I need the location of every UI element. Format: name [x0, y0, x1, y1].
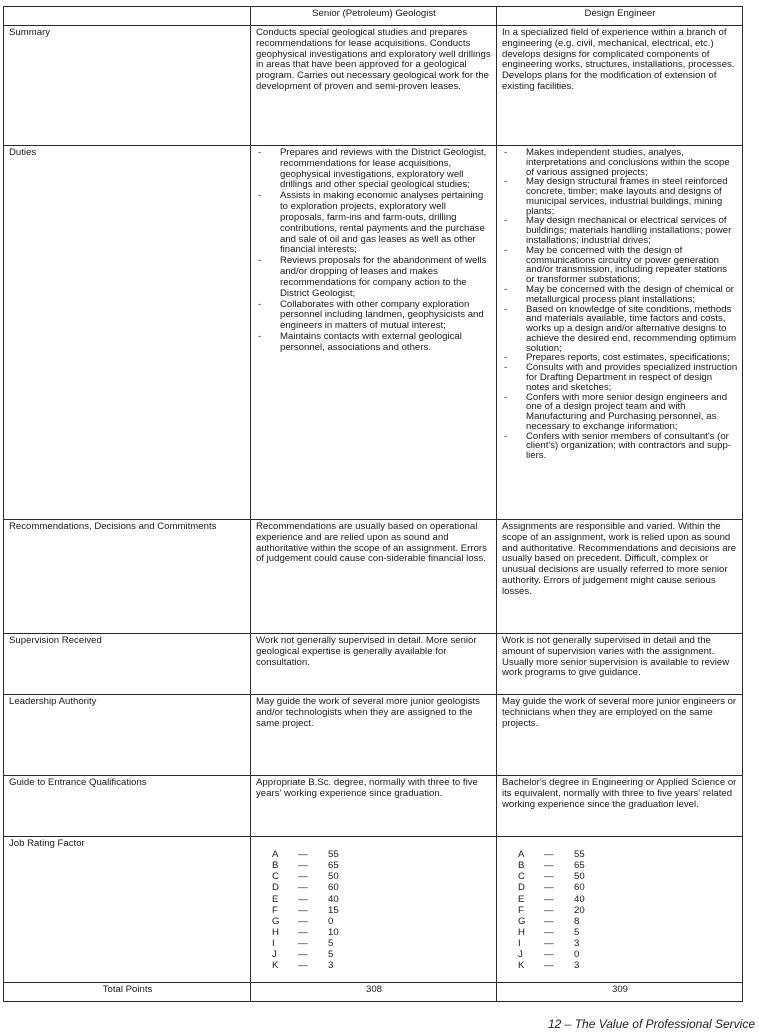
qualifications-geologist: Appropriate B.Sc. degree, normally with three to five years' working experience since graduation.	[251, 776, 497, 837]
rating-value: 0	[574, 949, 580, 961]
duty-item: - May be concerned with the design of communications circuitry or power generation and/or transmission, including repeater stations or transformer substations;	[502, 246, 738, 285]
rating-dash: —	[298, 849, 308, 860]
header-engineer: Design Engineer	[497, 7, 743, 26]
rating-value: 55	[328, 849, 339, 860]
rating-value: 50	[328, 871, 339, 883]
rating-row	[272, 927, 358, 938]
rating-dash: —	[544, 926, 554, 938]
summary-geologist: Conducts special geological studies and prepares recommendations for lease acquisitions. Conducts geophysical investigations and exploratory well drillings in areas that have been approved for a geological program. Carries out necessary geological work for the development of proven and semi-proven leases.	[251, 26, 497, 146]
rating-dash: —	[544, 904, 554, 916]
rating-letter: C	[272, 871, 279, 883]
rating-letter: K	[518, 960, 525, 972]
rating-dash: —	[298, 871, 308, 883]
duty-item: - Based on knowledge of site conditions, methods and materials available, time factors and costs, works up a design and/or alternative designs to achieve the desired end, recommending optimum solution;	[502, 305, 738, 354]
rating-letter: J	[272, 949, 277, 961]
rating-value: 40	[328, 893, 339, 905]
rating-letter: I	[272, 938, 275, 949]
rating-dash: —	[544, 882, 554, 894]
rating-letter: G	[272, 915, 280, 927]
rating-dash: —	[544, 893, 554, 905]
rating-dash: —	[298, 904, 308, 916]
duty-item: - May design structural frames in steel reinforced concrete, timber; make layouts and designs of municipal services, industrial buildings, mining plants;	[502, 177, 738, 216]
duties-geologist-list	[256, 148, 492, 354]
row-label-total: Total Points	[4, 983, 251, 1002]
job-comparison-table	[3, 6, 743, 1002]
rating-engineer-list	[518, 849, 604, 971]
recommendations-geologist: Recommendations are usually based on operational experience and are relied upon as sound and authoritative within the scope of an assignment. Errors of judgement could cause con-siderable financial loss.	[251, 520, 497, 634]
rating-value: 65	[328, 860, 339, 872]
rating-dash: —	[298, 860, 308, 872]
row-label-recommendations: Recommendations, Decisions and Commitments	[4, 520, 251, 634]
rating-value: 0	[328, 915, 334, 927]
rating-dash: —	[544, 915, 554, 927]
rating-row	[272, 894, 358, 905]
duties-engineer-list	[502, 148, 738, 461]
rating-dash: —	[298, 926, 308, 938]
rating-letter: A	[272, 849, 279, 860]
row-leadership	[4, 695, 743, 776]
rating-dash: —	[544, 860, 554, 872]
rating-dash: —	[544, 960, 554, 972]
rating-dash: —	[544, 871, 554, 883]
rating-engineer	[497, 837, 743, 983]
rating-value: 20	[574, 904, 585, 916]
rating-value: 40	[574, 893, 585, 905]
row-label-summary: Summary	[4, 26, 251, 146]
rating-row	[518, 905, 604, 916]
rating-dash: —	[298, 893, 308, 905]
row-label-leadership: Leadership Authority	[4, 695, 251, 776]
duties-geologist	[251, 146, 497, 520]
rating-dash: —	[298, 960, 308, 972]
rating-value: 3	[574, 938, 580, 949]
rating-letter: K	[272, 960, 279, 972]
rating-value: 10	[328, 926, 339, 938]
rating-row	[272, 882, 358, 893]
rating-dash: —	[298, 949, 308, 961]
rating-dash: —	[298, 938, 308, 949]
rating-value: 50	[574, 871, 585, 883]
rating-value: 5	[328, 949, 334, 961]
rating-value: 5	[574, 926, 580, 938]
rating-letter: J	[518, 949, 523, 961]
header-row	[4, 7, 743, 26]
rating-dash: —	[544, 949, 554, 961]
rating-row	[518, 938, 604, 949]
rating-row	[518, 871, 604, 882]
rating-value: 3	[328, 960, 334, 972]
rating-geologist-list	[272, 849, 358, 971]
page-footer: 12 – The Value of Professional Service	[548, 1017, 756, 1031]
rating-letter: H	[518, 926, 525, 938]
rating-dash: —	[298, 882, 308, 894]
supervision-engineer: Work is not generally supervised in detail and the amount of supervision varies with the assignment. Usually more senior supervision is available to review work programs to give guidance.	[497, 634, 743, 695]
duty-item: - May design mechanical or electrical services of buildings; materials handling installations; power installations; industrial drives;	[502, 216, 738, 245]
row-label-qualifications: Guide to Entrance Qualifications	[4, 776, 251, 837]
rating-letter: B	[272, 860, 279, 872]
rating-letter: D	[272, 882, 279, 894]
rating-letter: D	[518, 882, 525, 894]
row-rating	[4, 837, 743, 983]
qualifications-engineer: Bachelor's degree in Engineering or Applied Science or its equivalent, normally with three to five years' related working experience since the graduation level.	[497, 776, 743, 837]
rating-row	[272, 905, 358, 916]
rating-dash: —	[544, 938, 554, 949]
row-duties	[4, 146, 743, 520]
rating-row	[272, 916, 358, 927]
duty-item: - Prepares reports, cost estimates, specifications;	[502, 353, 738, 363]
rating-value: 3	[574, 960, 580, 972]
rating-value: 55	[574, 849, 585, 860]
header-geologist: Senior (Petroleum) Geologist	[251, 7, 497, 26]
leadership-geologist: May guide the work of several more junior geologists and/or technologists when they are assigned to the same project.	[251, 695, 497, 776]
rating-row	[272, 860, 358, 871]
rating-row	[272, 949, 358, 960]
rating-row	[518, 960, 604, 971]
rating-value: 65	[574, 860, 585, 872]
row-label-rating: Job Rating Factor	[4, 837, 251, 983]
rating-row	[518, 882, 604, 893]
rating-row	[272, 849, 358, 860]
row-qualifications	[4, 776, 743, 837]
rating-letter: C	[518, 871, 525, 883]
duty-item: - Collaborates with other company exploration personnel including landmen, geophysicists and engineers in matters of mutual interest;	[256, 300, 492, 332]
leadership-engineer: May guide the work of several more junior engineers or technicians when they are employed on the same projects.	[497, 695, 743, 776]
rating-dash: —	[298, 915, 308, 927]
rating-row	[272, 871, 358, 882]
row-supervision	[4, 634, 743, 695]
rating-value: 60	[328, 882, 339, 894]
duty-item: - Reviews proposals for the abandonment of wells and/or dropping of leases and makes recommendations for company action to the District Geologist;	[256, 256, 492, 299]
rating-letter: I	[518, 938, 521, 949]
rating-row	[518, 894, 604, 905]
duty-item: - Confers with more senior design engineers and one of a design project team and with Manufacturing and Purchasing personnel, as necessary to exchange information;	[502, 393, 738, 432]
rating-value: 5	[328, 938, 334, 949]
rating-letter: E	[272, 893, 279, 905]
duty-item: - Confers with senior members of consultant's (or client's) organization; with contractors and supp-liers.	[502, 432, 738, 461]
rating-row	[518, 927, 604, 938]
rating-row	[518, 916, 604, 927]
row-label-duties: Duties	[4, 146, 251, 520]
rating-row	[518, 860, 604, 871]
rating-letter: F	[272, 904, 278, 916]
rating-letter: F	[518, 904, 524, 916]
duty-item: - Assists in making economic analyses pertaining to exploration projects, exploratory well proposals, farm-ins and farm-outs, drilling contributions, rental payments and the purchase and sale of oil and gas leases as well as other financial interests;	[256, 191, 492, 256]
rating-letter: G	[518, 915, 526, 927]
duty-item: - Prepares and reviews with the District Geologist, recommendations for lease acquisitions, geophysical investigations, exploratory well drillings and other special geological studies;	[256, 148, 492, 191]
duty-item: - Maintains contacts with external geological personnel, associations and others.	[256, 332, 492, 354]
duty-item: - May be concerned with the design of chemical or metallurgical process plant installations;	[502, 285, 738, 305]
rating-value: 60	[574, 882, 585, 894]
recommendations-engineer: Assignments are responsible and varied. Within the scope of an assignment, work is relied upon as sound and authoritative. Recommendations and decisions are usually based on precedent. Difficult, complex or unusual decisions are usually referred to more senior authority. Errors of judgement might cause serious losses.	[497, 520, 743, 634]
rating-letter: A	[518, 849, 525, 860]
duty-item: - Consults with and provides specialized instruction for Drafting Department in respect of design notes and sketches;	[502, 363, 738, 392]
rating-row	[272, 960, 358, 971]
row-recommendations	[4, 520, 743, 634]
row-total	[4, 983, 743, 1002]
supervision-geologist: Work not generally supervised in detail. More senior geological expertise is generally available for consultation.	[251, 634, 497, 695]
rating-letter: H	[272, 926, 279, 938]
rating-letter: E	[518, 893, 525, 905]
header-blank-cell	[4, 7, 251, 26]
duty-item: - Makes independent studies, analyes, interpretations and conclusions within the scope of various assigned projects;	[502, 148, 738, 177]
rating-row	[272, 938, 358, 949]
rating-value: 8	[574, 915, 580, 927]
rating-geologist	[251, 837, 497, 983]
total-geologist: 308	[251, 983, 497, 1002]
summary-engineer: In a specialized field of experience within a branch of engineering (e.g. civil, mechanical, electrical, etc.) develops designs for complicated components of engineering works, structures, installations, processes. Develops plans for the modification of extension of existing facilities.	[497, 26, 743, 146]
rating-letter: B	[518, 860, 525, 872]
total-engineer: 309	[497, 983, 743, 1002]
rating-row	[518, 949, 604, 960]
row-label-supervision: Supervision Received	[4, 634, 251, 695]
row-summary	[4, 26, 743, 146]
rating-dash: —	[544, 849, 554, 860]
duties-engineer	[497, 146, 743, 520]
rating-row	[518, 849, 604, 860]
rating-value: 15	[328, 904, 339, 916]
